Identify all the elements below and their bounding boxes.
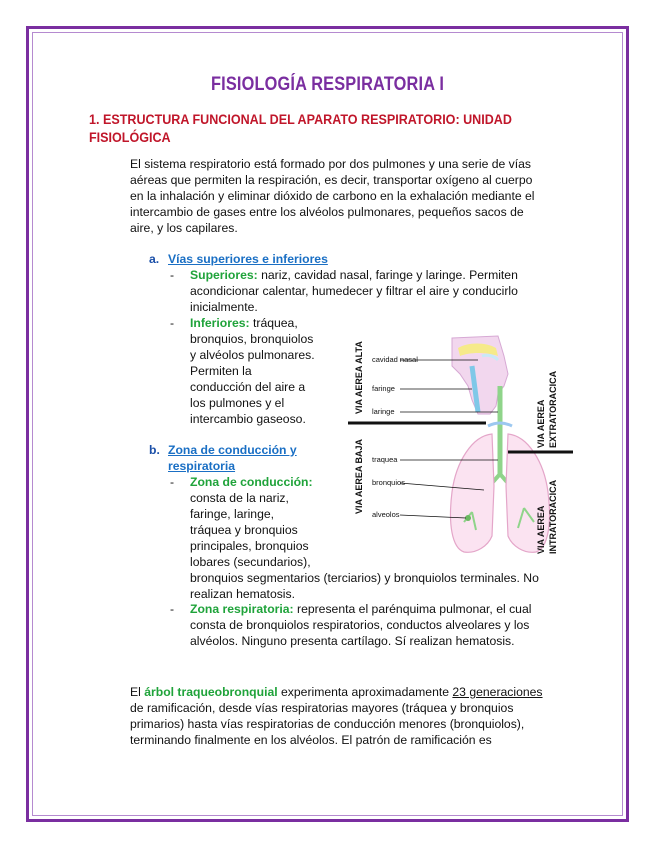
- subsection-letter: b.: [149, 443, 160, 457]
- text-line: lobares (secundarios),: [190, 555, 311, 569]
- text-line: tráquea y bronquios: [190, 523, 298, 537]
- left-lung: [451, 434, 495, 552]
- list-item-inferiores: [170, 315, 340, 427]
- term-arbol-traqueobronquial: árbol traqueobronquial: [144, 685, 278, 699]
- text-line: terminando finalmente en los alvéolos. El patrón de ramificación es: [130, 733, 492, 747]
- link-line[interactable]: Zona de conducción y: [168, 443, 297, 457]
- text-line: los pulmones y el: [190, 396, 285, 410]
- text-line: Permiten la: [190, 364, 252, 378]
- bullet-dash: -: [170, 602, 175, 616]
- text-line: alvéolos. Ninguno presenta cartílago. Sí realizan hematosis.: [190, 634, 515, 648]
- subsection-a: [149, 251, 449, 267]
- text-line: primarios) hasta vías respiratorias de conducción menores (bronquiolos),: [130, 717, 525, 731]
- term-zona-conduccion: Zona de conducción:: [190, 475, 313, 489]
- label-intratoracica-2: INTRATORACICA: [548, 479, 558, 554]
- label-traquea: traquea: [372, 455, 398, 464]
- section-heading: [89, 111, 535, 147]
- text-line: bronquios segmentarios (terciarios) y bronquiolos terminales. No: [190, 571, 539, 585]
- subsection-b: [149, 442, 349, 474]
- text-line: y alvéolos pulmonares.: [190, 348, 315, 362]
- text-line: nariz, cavidad nasal, faringe y laringe. Permiten: [257, 268, 518, 282]
- text-line: realizan hematosis.: [190, 587, 295, 601]
- link-line[interactable]: respiratoria: [168, 459, 236, 473]
- text-line: principales, bronquios: [190, 539, 309, 553]
- text-line: conducción del aire a: [190, 380, 306, 394]
- term-inferiores: Inferiores:: [190, 316, 250, 330]
- text-line: El sistema respiratorio está formado por dos pulmones y una serie de vías: [130, 157, 532, 171]
- text-line: intercambio de gases entre los alvéolos pulmonares, pequeños sacos de: [130, 205, 524, 219]
- section-heading-line: 1. ESTRUCTURA FUNCIONAL DEL APARATO RESPIRATORIO: UNIDAD: [89, 112, 512, 127]
- list-item-superiores: [170, 267, 570, 315]
- list-item-zona-respiratoria: [170, 601, 570, 649]
- text-line: tráquea,: [249, 316, 298, 330]
- label-faringe: faringe: [372, 384, 395, 393]
- respiratory-tract-diagram: [348, 326, 573, 559]
- text-line: representa el parénquima pulmonar, el cual: [293, 602, 532, 616]
- text-line: bronquios, bronquiolos: [190, 332, 314, 346]
- text-fragment: El: [130, 685, 145, 699]
- text-fragment: experimenta aproximadamente: [277, 685, 453, 699]
- text-line: de ramificación, desde vías respiratorias mayores (tráquea y bronquios: [130, 701, 514, 715]
- label-bronquios: bronquios: [372, 478, 405, 487]
- term-zona-respiratoria: Zona respiratoria:: [190, 602, 294, 616]
- bullet-dash: -: [170, 475, 175, 489]
- underlined-23-generaciones: 23 generaciones: [452, 685, 543, 699]
- text-line: aéreas que permiten la respiración, es decir, transportar oxígeno al cuerpo: [130, 173, 533, 187]
- text-line: acondicionar calentar, humedecer y filtrar el aire y conducirlo: [190, 284, 518, 298]
- closing-paragraph: [130, 684, 580, 748]
- subsection-letter: a.: [149, 252, 160, 266]
- label-cavidad-nasal: cavidad nasal: [372, 355, 418, 364]
- section-heading-line: FISIOLÓGICA: [89, 130, 171, 145]
- text-line: en la inhalación y eliminar dióxido de carbono en la exhalación mediante el: [130, 189, 535, 203]
- text-line: consta de la nariz,: [190, 491, 289, 505]
- bullet-dash: -: [170, 268, 175, 282]
- label-via-aerea-baja: VIA AEREA BAJA: [354, 438, 364, 514]
- label-via-aerea-alta: VIA AEREA ALTA: [354, 341, 364, 414]
- bullet-dash: -: [170, 316, 175, 330]
- text-line: consta de bronquiolos respiratorios, conductos alveolares y los: [190, 618, 530, 632]
- subsection-b-link[interactable]: [168, 442, 297, 474]
- intro-paragraph: [130, 156, 570, 236]
- text-line: faringe, laringe,: [190, 507, 275, 521]
- label-intratoracica-1: VIA AEREA: [536, 505, 546, 554]
- text-line: inicialmente.: [190, 300, 258, 314]
- label-extratoracica-1: VIA AEREA: [536, 399, 546, 448]
- text-line: aire, y los capilares.: [130, 221, 238, 235]
- text-line: intercambio gaseoso.: [190, 412, 306, 426]
- page-title: FISIOLOGÍA RESPIRATORIA I: [210, 74, 445, 95]
- label-laringe: laringe: [372, 407, 395, 416]
- label-extratoracica-2: EXTRATORACICA: [548, 370, 558, 448]
- label-alveolos: alveolos: [372, 510, 400, 519]
- subsection-a-link[interactable]: Vías superiores e inferiores: [168, 252, 328, 266]
- term-superiores: Superiores:: [190, 268, 258, 282]
